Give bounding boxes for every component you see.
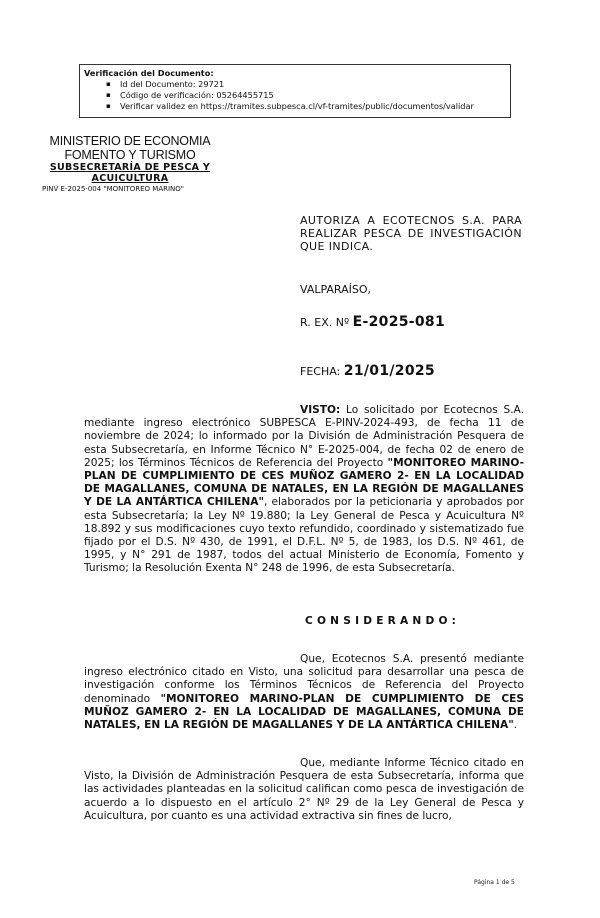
reference-code: PINV E-2025-004 "MONITOREO MARINO" (42, 185, 185, 193)
resolution-title-line: REALIZAR PESCA DE INVESTIGACIÓN (300, 227, 522, 240)
considerando-1-text-1: Que, Ecotecnos S.A. presentó mediante ingreso electrónico citado en Visto, una solicitud para desarrollar una pesca de investigación conforme los Términos Técnicos de Referencia del Proyecto denominado (84, 653, 524, 705)
visto-text-1: Lo solicitado por Ecotecnos S.A. mediante ingreso electrónico SUBPESCA E-PINV-2024-493, de fecha 11 de noviembre de 2024; lo informado por la División de Administración Pesquera de esta Subsecretaría, en Informe Técnico N° E-2025-004, de fecha 02 de enero de 2025; los Términos Técnicos de Referencia del Proyecto (84, 404, 524, 469)
verification-document-id: ▪ Id del Documento: 29721 (106, 79, 506, 90)
subsecretaria-name: SUBSECRETARÍA DE PESCA Y ACUICULTURA (49, 162, 211, 184)
considerando-1-project-title: "MONITOREO MARINO-PLAN DE CUMPLIMIENTO DE CES MUÑOZ GAMERO 2- EN LA LOCALIDAD DE MAGALLANES, COMUNA DE NATALES, EN LA REGIÓN DE MAGALLANES Y DE LA ANTÁRTICA CHILENA" (84, 692, 524, 732)
verification-title: Verificación del Documento: (84, 68, 214, 78)
considerando-paragraph-1 (84, 653, 524, 732)
rex-label: R. EX. Nº (300, 316, 350, 329)
ministry-name-line1: MINISTERIO DE ECONOMIA (49, 134, 211, 148)
city-line: VALPARAÍSO, (300, 283, 372, 296)
rex-number: E-2025-081 (352, 314, 446, 330)
visto-project-title: "MONITOREO MARINO-PLAN DE CUMPLIMIENTO DE CES MUÑOZ GAMERO 2- EN LA LOCALIDAD DE MAGALLANES, COMUNA DE NATALES, EN LA REGIÓN DE MAGALLANES Y DE LA ANTÁRTICA CHILENA" (84, 456, 524, 509)
visto-label: VISTO: (300, 404, 341, 416)
verification-url[interactable]: ▪ Verificar validez en https://tramites.subpesca.cl/vf-tramites/public/documentos/validar (106, 101, 506, 112)
resolution-date (300, 365, 522, 378)
verification-box (79, 64, 511, 118)
considerando-2-text: Que, mediante Informe Técnico citado en Visto, la División de Administración Pesquera de esta Subsecretaría, informa que las actividades planteadas en la solicitud califican como pesca de investigación de acuerdo a lo dispuesto en el artículo 2° Nº 29 de la Ley General de Pesca y Acuicultura, por cuanto es una actividad extractiva sin fines de lucro, (84, 757, 524, 822)
ministry-header (30, 134, 230, 194)
verification-list (84, 79, 506, 112)
resolution-number (300, 316, 522, 329)
considerando-1-text-2: . (513, 719, 518, 732)
considerando-paragraph-2 (84, 757, 524, 823)
resolution-title (300, 214, 522, 253)
ministry-name-line2: FOMENTO Y TURISMO (64, 148, 196, 162)
visto-paragraph (84, 404, 524, 576)
fecha-label: FECHA: (300, 365, 341, 378)
fecha-value: 21/01/2025 (343, 363, 435, 379)
page-number: Página 1 de 5 (474, 879, 515, 886)
considerando-heading: CONSIDERANDO: (305, 615, 461, 627)
verification-code: ▪ Código de verificación: 05264455715 (106, 90, 506, 101)
visto-text-2: , elaborados por la peticionaria y aprobados por esta Subsecretaría; la Ley Nº 19.880; la Ley General de Pesca y Acuicultura Nº 18.892 y sus modificaciones cuyo texto refundido, coordinado y sistematizado fue fijado por el D.S. Nº 430, de 1991, el D.F.L. Nº 5, de 1983, los D.S. Nº 461, de 1995, y N° 291 de 1987, todos del actual Ministerio de Economía, Fomento y Turismo; la Resolución Exenta N° 248 de 1996, de esta Subsecretaría. (84, 496, 524, 575)
resolution-title-line: AUTORIZA A ECOTECNOS S.A. PARA (300, 214, 522, 227)
resolution-title-line: QUE INDICA. (300, 240, 374, 253)
